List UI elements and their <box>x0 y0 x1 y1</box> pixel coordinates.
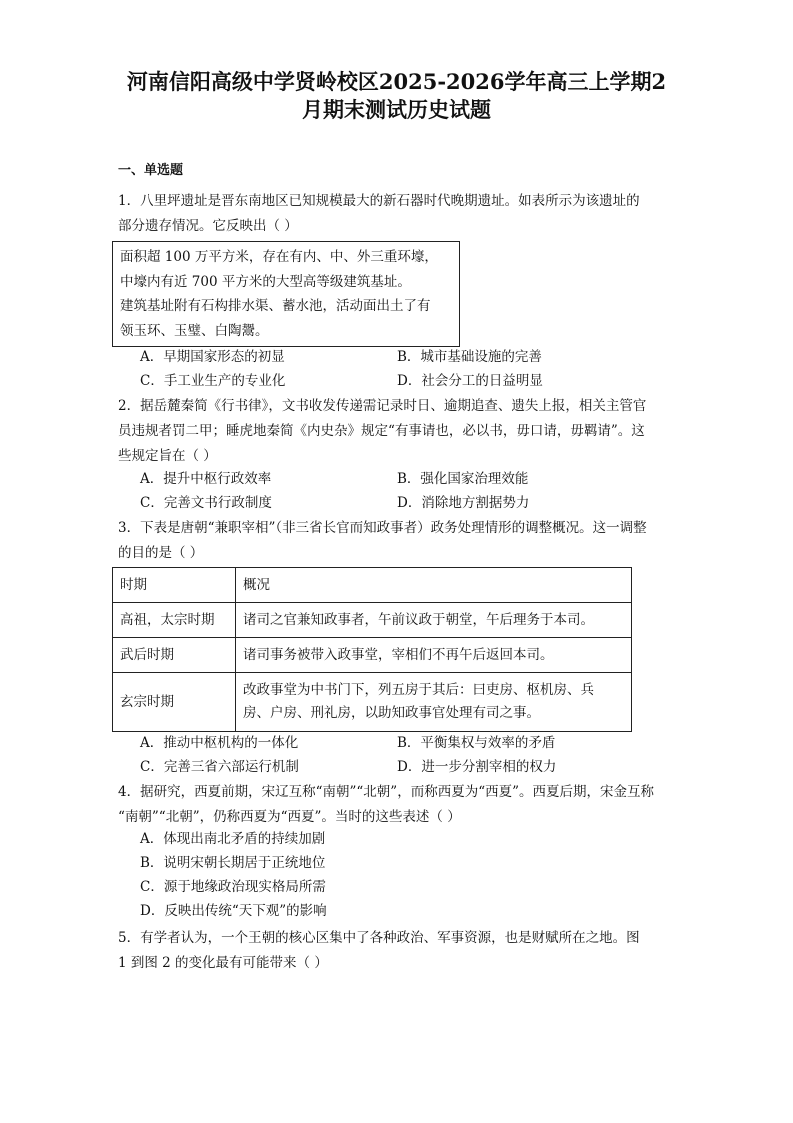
question-3-line-1: 3．下表是唐朝“兼职宰相”（非三省长官而知政事者）政务处理情形的调整概况。这一调整 <box>118 520 647 536</box>
question-4-line-1: 4．据研究，西夏前期，宋辽互称“南朝”“北朝”，而称西夏为“西夏”。西夏后期，宋金互称 <box>118 784 654 800</box>
question-1-option-c[interactable]: C．手工业生产的专业化 <box>140 373 286 389</box>
question-5-line-2: 1 到图 2 的变化最有可能带来（ ） <box>118 955 328 971</box>
question-3-line-2: 的目的是（ ） <box>118 545 204 561</box>
material-line-4: 领玉环、玉璧、白陶鬶。 <box>120 322 269 339</box>
question-4-option-c[interactable]: C．源于地缘政治现实格局所需 <box>140 879 326 895</box>
table-header-row <box>113 568 632 603</box>
table-row <box>113 638 632 673</box>
table-cell-period: 高祖，太宗时期 <box>113 603 236 638</box>
question-1-material-box <box>112 241 460 347</box>
question-4-stem <box>118 780 678 830</box>
table-cell-period: 武后时期 <box>113 638 236 673</box>
question-3-stem <box>118 516 678 566</box>
question-1-option-d[interactable]: D．社会分工的日益明显 <box>397 373 543 389</box>
question-3-option-b[interactable]: B．平衡集权与效率的矛盾 <box>397 735 556 751</box>
table-cell-period: 玄宗时期 <box>113 673 236 732</box>
material-line-1: 面积超 100 万平方米，存在有内、中、外三重环壕， <box>120 249 438 265</box>
question-4-line-2: “南朝”“北朝”，仍称西夏为“西夏”。当时的这些表述（ ） <box>118 809 461 825</box>
question-3-option-a[interactable]: A．推动中枢机构的一体化 <box>140 735 299 751</box>
document-title-line-2: 月期末测试历史试题 <box>302 97 491 122</box>
table-cell-overview-line-1: 改政事堂为中书门下，列五房于其后：曰吏房、枢机房、兵 <box>243 682 594 698</box>
table-row <box>113 673 632 732</box>
material-line-3: 建筑基址附有石构排水渠、蓄水池，活动面出土了有 <box>120 298 431 314</box>
document-title-line-1: 河南信阳高级中学贤岭校区2025-2026学年高三上学期2 <box>126 69 667 94</box>
table-cell-overview: 诸司之官兼知政事者，午前议政于朝堂，午后理务于本司。 <box>236 603 632 638</box>
question-4-option-a[interactable]: A．体现出南北矛盾的持续加剧 <box>140 831 326 847</box>
question-4-option-b[interactable]: B．说明宋朝长期居于正统地位 <box>140 855 326 871</box>
material-line-2: 中壕内有近 700 平方米的大型高等级建筑基址。 <box>120 273 411 290</box>
table-row <box>113 603 632 638</box>
question-2-line-1: 2．据岳麓秦简《行书律》，文书收发传递需记录时日、逾期追查、遗失上报，相关主管官 <box>118 398 647 414</box>
table-header-overview: 概况 <box>236 568 632 603</box>
question-3-option-d[interactable]: D．进一步分割宰相的权力 <box>397 759 557 775</box>
question-1-stem <box>118 189 678 239</box>
question-1-line-2: 部分遗存情况。它反映出（ ） <box>118 218 298 234</box>
question-2-option-d[interactable]: D．消除地方割据势力 <box>397 495 530 511</box>
question-1-option-b[interactable]: B．城市基础设施的完善 <box>397 349 542 365</box>
table-cell-overview <box>236 673 632 732</box>
table-header-period: 时期 <box>113 568 236 603</box>
section-heading: 一、单选题 <box>118 163 184 178</box>
question-3-table <box>112 567 632 732</box>
question-1-option-a[interactable]: A．早期国家形态的初显 <box>140 349 285 365</box>
table-cell-overview: 诸司事务被带入政事堂，宰相们不再午后返回本司。 <box>236 638 632 673</box>
question-5-stem <box>118 926 678 976</box>
question-1-line-1: 1．八里坪遗址是晋东南地区已知规模最大的新石器时代晚期遗址。如表所示为该遗址的 <box>118 193 640 209</box>
question-2-line-3: 些规定旨在（ ） <box>118 448 217 464</box>
question-2-option-b[interactable]: B．强化国家治理效能 <box>397 471 529 487</box>
question-2-option-a[interactable]: A．提升中枢行政效率 <box>140 471 272 487</box>
question-2-option-c[interactable]: C．完善文书行政制度 <box>140 495 272 511</box>
question-2-line-2: 员违规者罚二甲；睡虎地秦简《内史杂》规定“有事请也，必以书，毋口请，毋羁请”。这 <box>118 423 645 439</box>
table-cell-overview-line-2: 房、户房、刑礼房，以助知政事官处理有司之事。 <box>243 705 540 721</box>
question-3-option-c[interactable]: C．完善三省六部运行机制 <box>140 759 299 775</box>
question-5-line-1: 5．有学者认为，一个王朝的核心区集中了各种政治、军事资源，也是财赋所在之地。图 <box>118 930 640 946</box>
question-2-stem <box>118 394 678 469</box>
question-4-option-d[interactable]: D．反映出传统“天下观”的影响 <box>140 903 327 919</box>
